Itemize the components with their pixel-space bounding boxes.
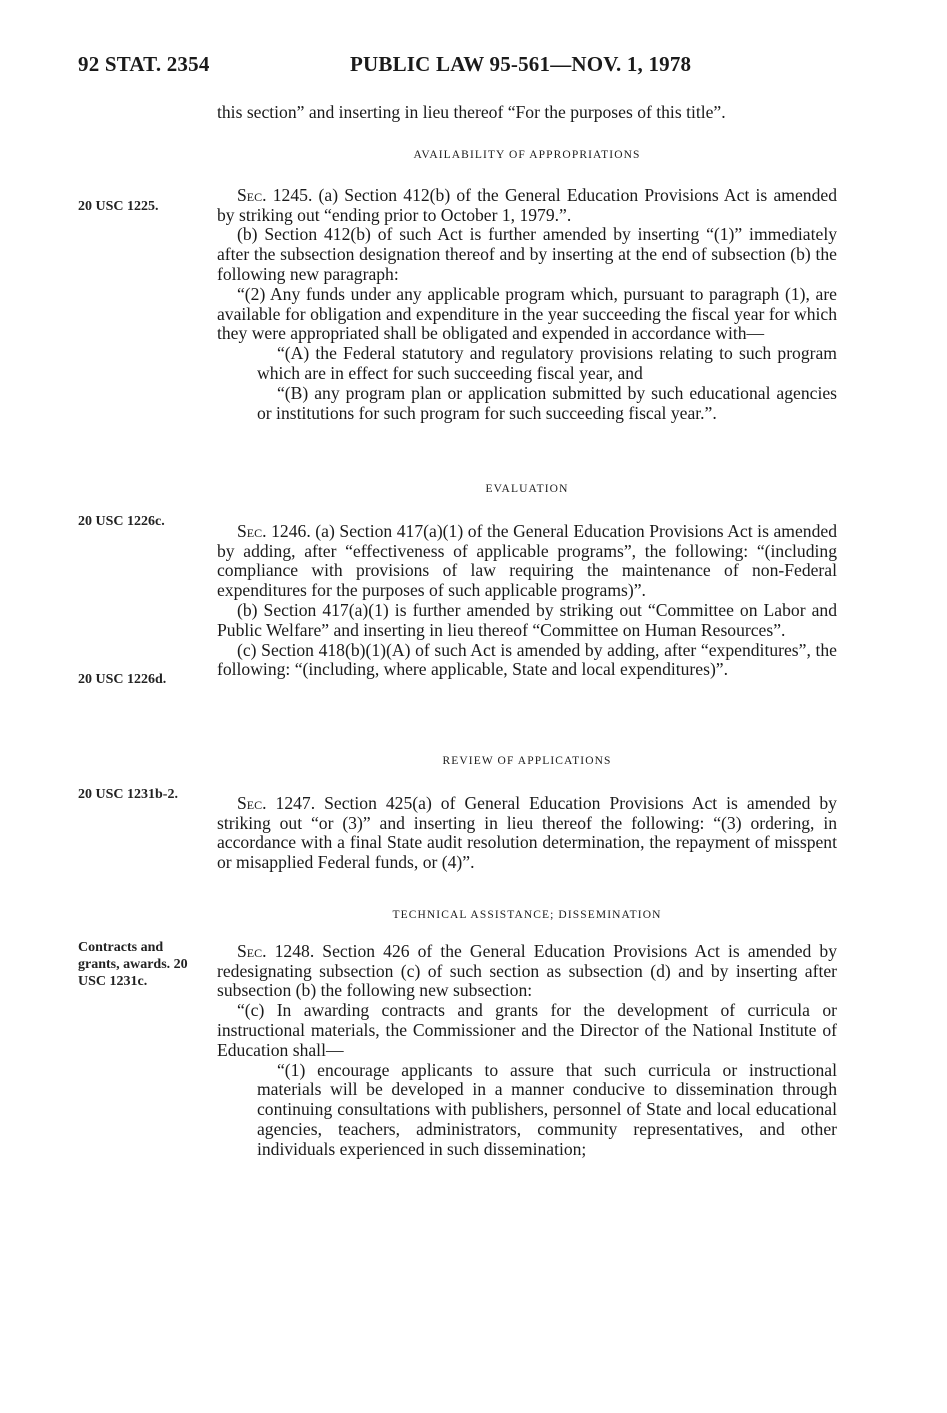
heading-review: REVIEW OF APPLICATIONS xyxy=(442,755,612,767)
block-continuation xyxy=(217,103,837,123)
public-law-title: PUBLIC LAW 95-561—NOV. 1, 1978 xyxy=(350,52,692,76)
sec-1245-b: (b) Section 412(b) of such Act is further amended by inserting “(1)” immediately after the subsection designation thereof and by inserting at the end of subsection (b) the following new paragraph: xyxy=(217,224,837,284)
heading-technical-assistance: TECHNICAL ASSISTANCE; DISSEMINATION xyxy=(392,909,662,921)
sec-label: Sec. xyxy=(237,940,267,961)
sec-1245-quote-2: “(2) Any funds under any applicable program which, pursuant to paragraph (1), are available for obligation and expenditure in the year succeeding the fiscal year for which they were appropriated shall be obligated and expended in accordance with— xyxy=(217,283,837,344)
margin-note-1225: 20 USC 1225. xyxy=(78,199,159,214)
sec-1248-quote-c: “(c) In awarding contracts and grants for the development of curricula or instructional materials, the Commissioner and the Director of the National Institute of Education shall— xyxy=(217,1000,837,1060)
margin-note-1226d: 20 USC 1226d. xyxy=(78,672,167,687)
statute-reference: 92 STAT. 2354 xyxy=(78,52,210,76)
heading-evaluation: EVALUATION xyxy=(485,483,569,495)
sec-1246-c: (c) Section 418(b)(1)(A) of such Act is amended by adding, after “expenditures”, the following: “(including, where applicable, State and local expenditures)”. xyxy=(217,639,837,680)
sec-1245-a-text: 1245. (a) Section 412(b) of the General Education Provisions Act is amended by striking out “ending prior to October 1, 1979.”. xyxy=(217,184,837,225)
sec-1245-a xyxy=(217,186,837,226)
margin-note-1231b-2: 20 USC 1231b-2. xyxy=(78,787,178,802)
heading-availability: AVAILABILITY OF APPROPRIATIONS xyxy=(413,149,641,161)
sec-1245-quote-b: “(B) any program plan or application submitted by such educational agencies or institutions for such program for such succeeding fiscal year.”. xyxy=(257,382,837,423)
sec-1247-text: 1247. Section 425(a) of General Education Provisions Act is amended by striking out “or (3)” and inserting in lieu thereof the following: “(3) ordering, in accordance with a final State audit resolution determination, the repayment of misspent or misapplied Federal funds, or (4)”. xyxy=(217,792,837,873)
sec-label: Sec. xyxy=(237,520,267,541)
continuation-text: this section” and inserting in lieu thereof “For the purposes of this title”. xyxy=(217,102,726,122)
sec-1248-quote-1: “(1) encourage applicants to assure that such curricula or instructional materials will be developed in a manner conducive to dissemination through continuing consultations with publishers, personnel of State and local educational agencies, teachers, administrators, community representatives, and other individuals experienced in such dissemination; xyxy=(257,1059,837,1159)
sec-1248-text: 1248. Section 426 of the General Education Provisions Act is amended by redesignating subsection (c) of such section as subsection (d) and by inserting after subsection (b) the following new subsection: xyxy=(217,940,837,1001)
margin-note-1226c: 20 USC 1226c. xyxy=(78,514,165,529)
sec-1247 xyxy=(217,794,837,873)
block-sec-1245 xyxy=(217,146,837,423)
sec-1246-a-text: 1246. (a) Section 417(a)(1) of the General Education Provisions Act is amended by adding, after “effectiveness of applicable programs”, the following: “(including compliance with provisions of law requiring the maintenance of non-Federal expenditures for the purposes of such applicable programs)”. xyxy=(217,520,837,601)
sec-1246-a xyxy=(217,522,837,601)
sec-1245-quote-a: “(A) the Federal statutory and regulatory provisions relating to such program which are in effect for such succeeding fiscal year, and xyxy=(257,343,837,383)
block-sec-1248 xyxy=(217,906,837,1160)
sec-1248 xyxy=(217,942,837,1001)
block-sec-1246 xyxy=(217,480,837,680)
sec-label: Sec. xyxy=(237,792,267,813)
sec-label: Sec. xyxy=(237,184,267,205)
sec-1246-b: (b) Section 417(a)(1) is further amended by striking out “Committee on Labor and Public Welfare” and inserting in lieu thereof “Committee on Human Resources”. xyxy=(217,599,837,640)
block-sec-1247 xyxy=(217,752,837,873)
margin-note-contracts: Contracts and grants, awards. 20 USC 1231c. xyxy=(78,940,188,989)
